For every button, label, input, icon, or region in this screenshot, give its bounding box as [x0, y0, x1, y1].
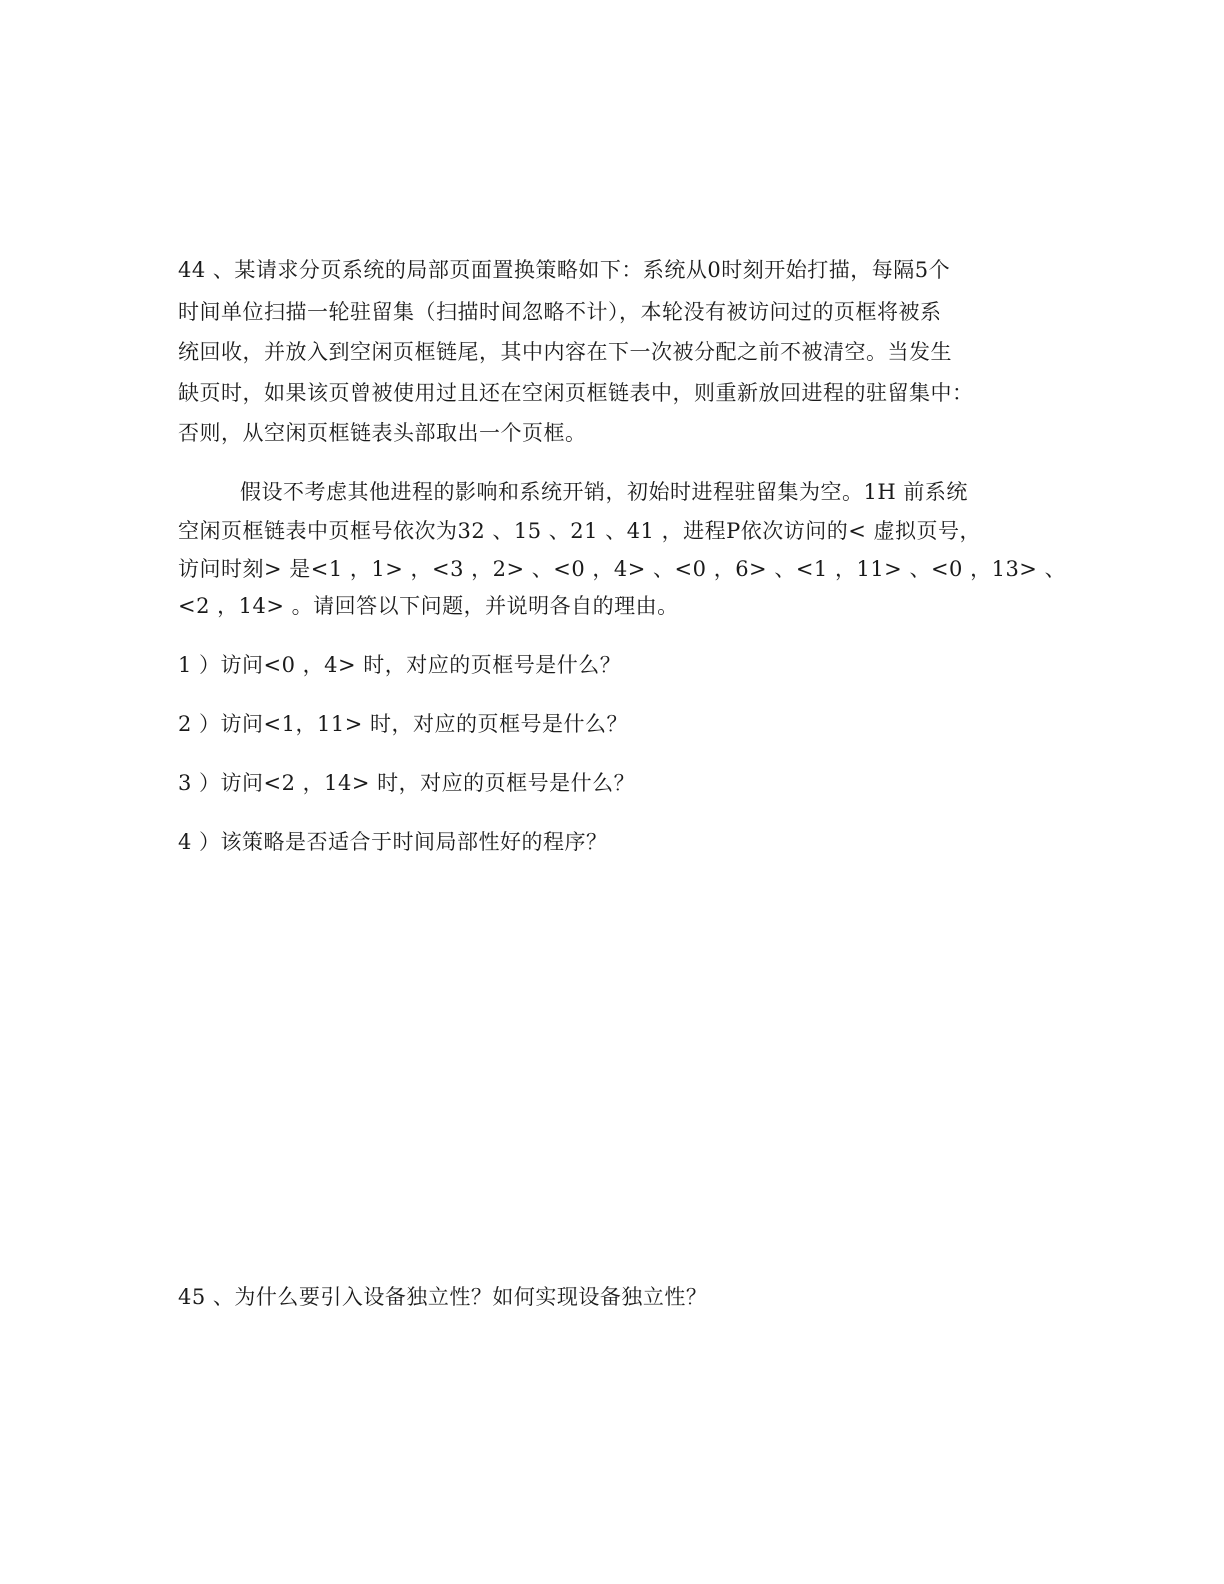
q44-para2-line-3: 访问时刻> 是<1 ，1> ，<3 ，2> 、<0 ，4> 、<0 ，6> 、<1 ，11> 、<0 ，13> 、 — [178, 557, 1067, 581]
q44-question-2: 2 ）访问<1，11> 时，对应的页框号是什么？ — [178, 712, 628, 736]
q45-question: 45 、为什么要引入设备独立性？如何实现设备独立性？ — [178, 1285, 708, 1309]
q44-para2-line-4: <2 ，14> 。请回答以下问题，并说明各自的理由。 — [178, 594, 679, 618]
q44-para2-line-2: 空闲页框链表中页框号依次为32 、15 、21 、41 ，进程P依次访问的< 虚拟页号， — [178, 519, 981, 543]
q44-para2-line-1: 假设不考虑其他进程的影响和系统开销，初始时进程驻留集为空。1H 前系统 — [240, 480, 968, 504]
q44-question-4: 4 ）该策略是否适合于时间局部性好的程序？ — [178, 830, 608, 854]
q44-question-1: 1 ）访问<0 ，4> 时，对应的页框号是什么？ — [178, 653, 622, 677]
q44-question-3: 3 ）访问<2 ，14> 时，对应的页框号是什么？ — [178, 771, 636, 795]
q44-line-3: 统回收，并放入到空闲页框链尾，其中内容在下一次被分配之前不被清空。当发生 — [178, 340, 952, 364]
q44-line-2: 时间单位扫描一轮驻留集（扫描时间忽略不计），本轮没有被访问过的页框将被系 — [178, 300, 942, 324]
q44-line-4: 缺页时，如果该页曾被使用过且还在空闲页框链表中，则重新放回进程的驻留集中： — [178, 381, 974, 405]
q44-line-5: 否则，从空闲页框链表头部取出一个页框。 — [178, 421, 587, 445]
q44-line-1: 44 、某请求分页系统的局部页面置换策略如下：系统从0时刻开始打描，每隔5个 — [178, 258, 951, 282]
